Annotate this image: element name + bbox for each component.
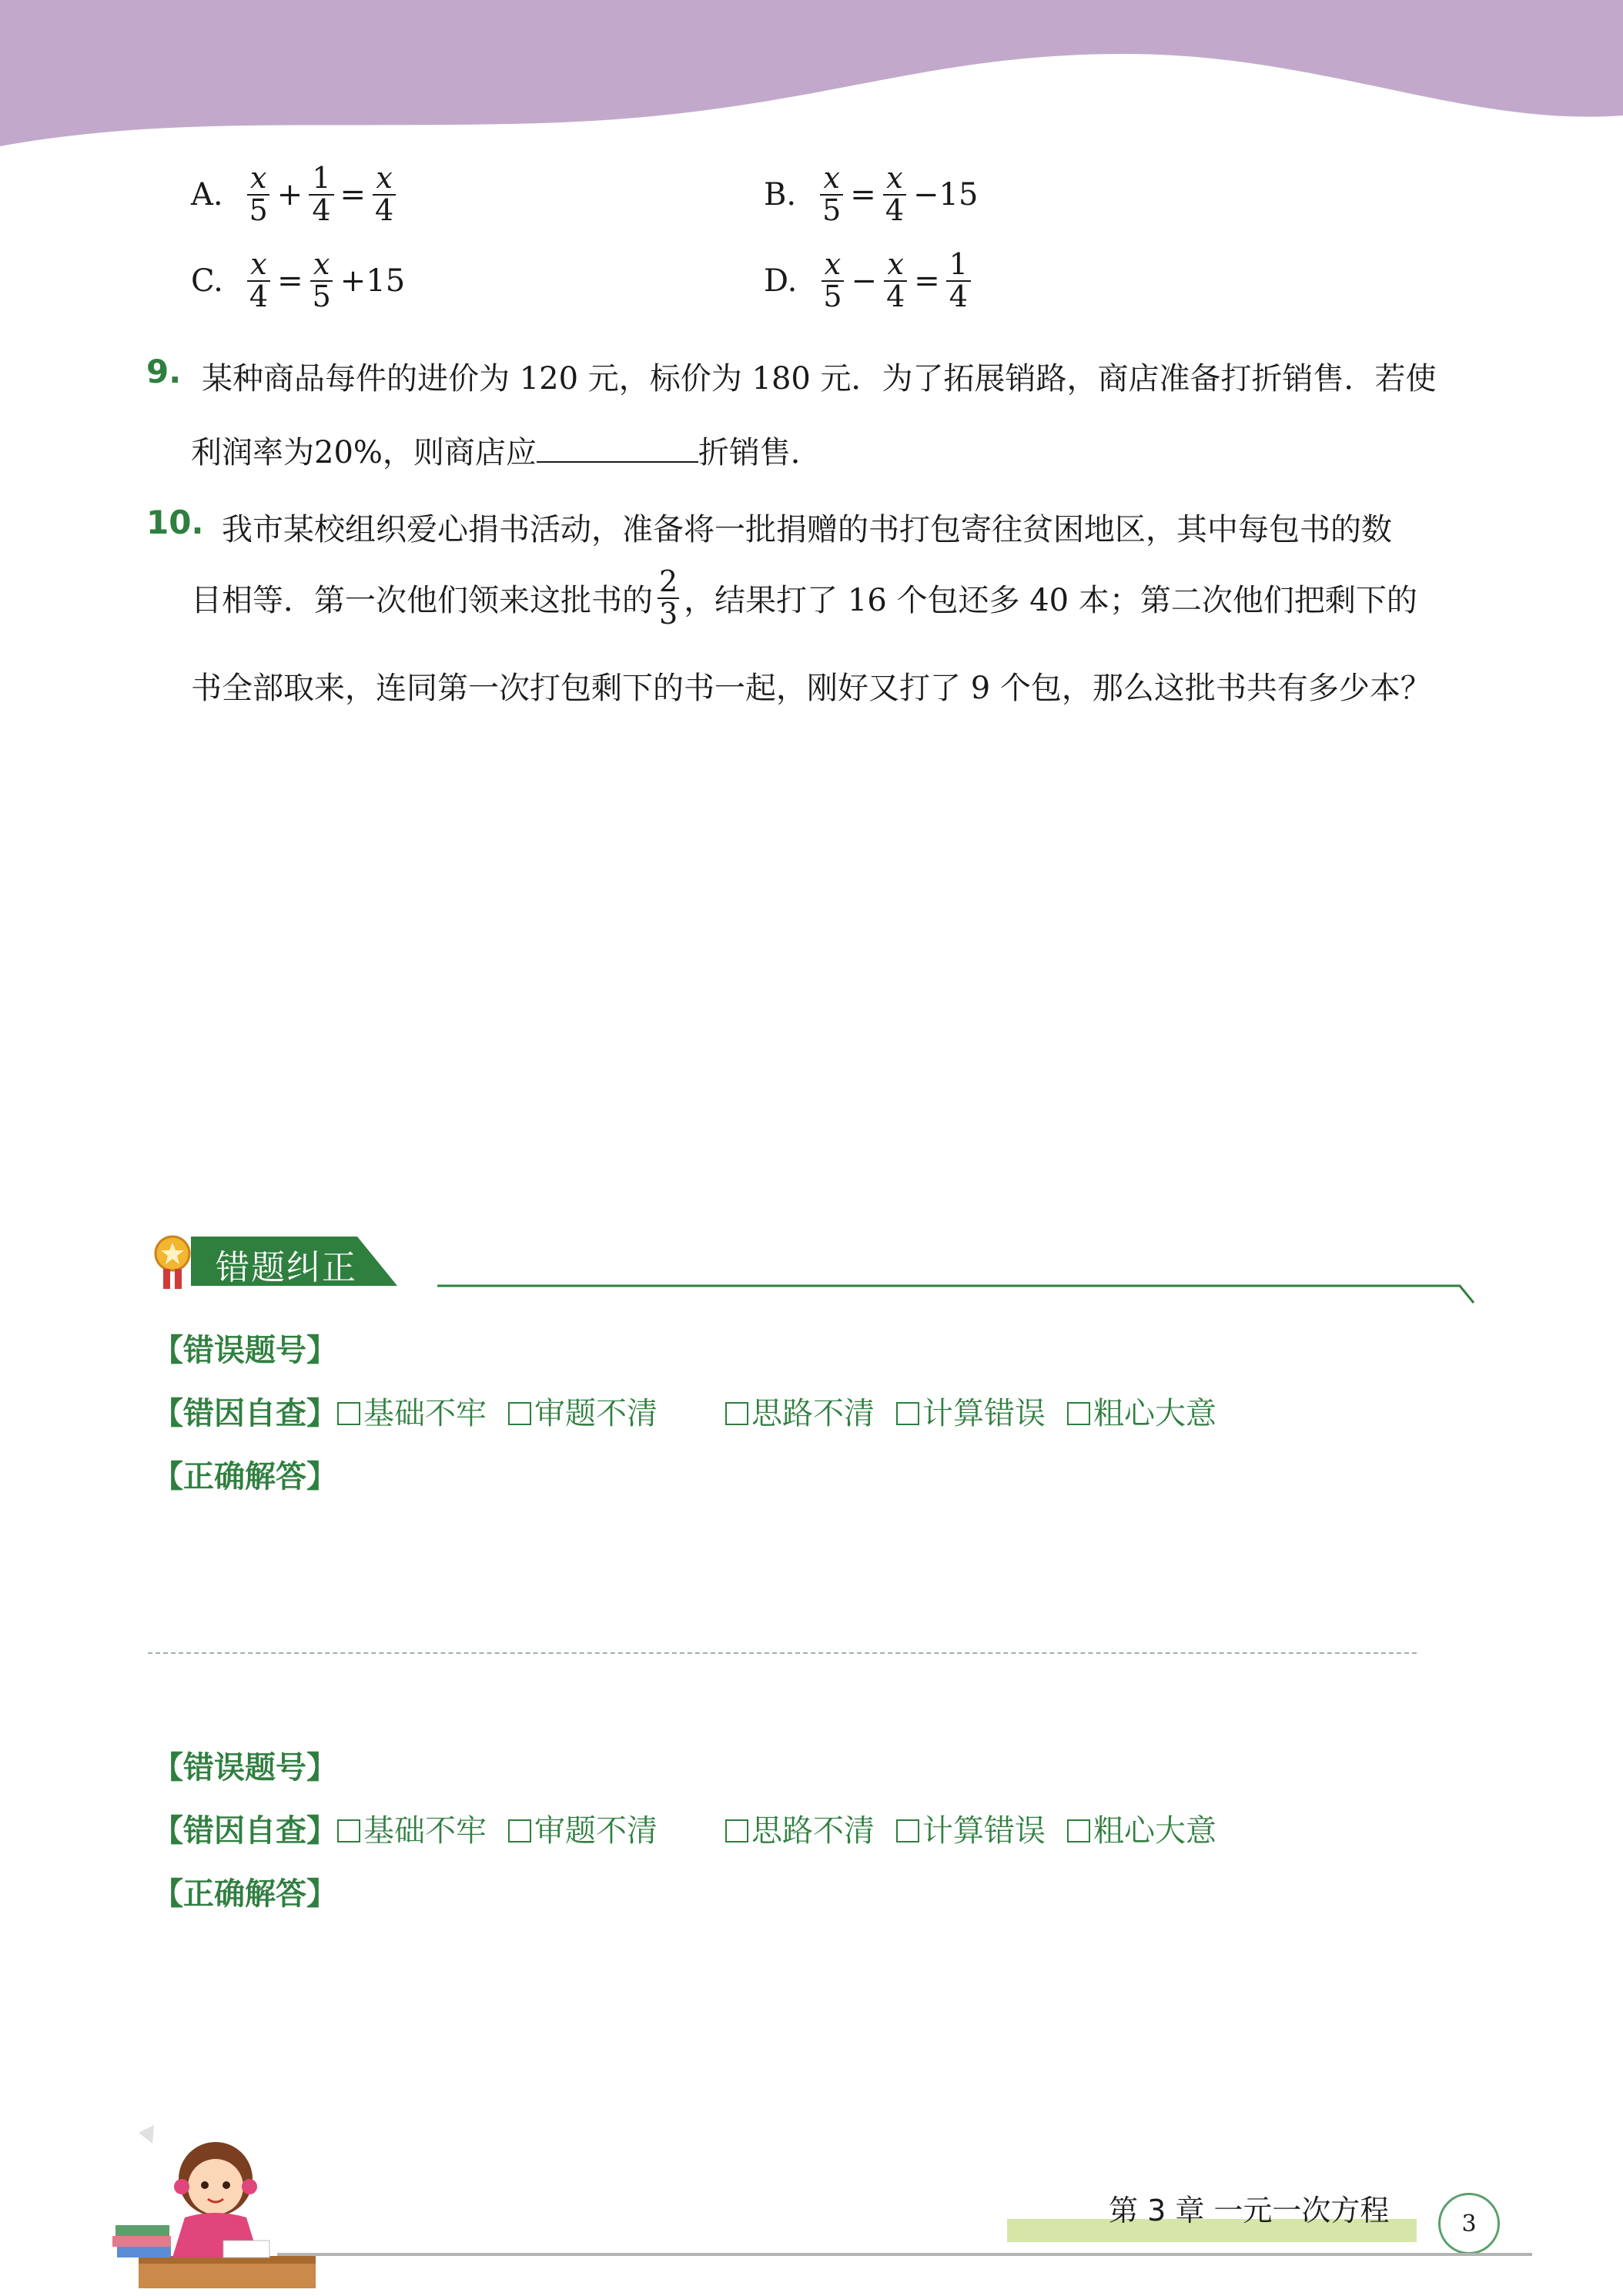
reason-calculation: 计算错误 <box>896 1806 1046 1850</box>
student-girl-illustration <box>108 2110 323 2288</box>
error-cause-row-1: 【错因自查】 基础不牢 审题不清 思路不清 计算错误 粗心大意 <box>152 1389 1238 1433</box>
checkbox[interactable] <box>725 1402 748 1425</box>
answer-blank[interactable] <box>537 435 698 463</box>
question-10-line-2: 目相等．第一次他们领来这批书的 $\frac{2}{3}$ ，结果打了 16 个包还多 40 本；第二次他们把剩下的 <box>191 564 1417 631</box>
section-rule <box>437 1283 1477 1306</box>
option-c: C. $\frac{x}{4}$ = $\frac{x}{5}$ +15 <box>191 247 406 313</box>
wrong-number-label-1: 【错误题号】 <box>152 1333 337 1368</box>
reason-careless: 粗心大意 <box>1067 1389 1216 1433</box>
dashed-separator <box>148 1652 1417 1654</box>
fraction-two-thirds: $\frac{2}{3}$ <box>659 564 678 631</box>
medal-icon <box>156 1237 189 1289</box>
reason-reading: 审题不清 <box>508 1806 658 1850</box>
reason-basics: 基础不牢 <box>337 1806 487 1850</box>
page-number: 3 <box>1438 2193 1500 2254</box>
option-d: D. $\frac{x}{5}$ − $\frac{x}{4}$ = $\frac{1}{4}$ <box>764 249 974 313</box>
correct-answer-label-2: 【正确解答】 <box>152 1876 337 1912</box>
checkbox[interactable] <box>725 1819 748 1842</box>
option-b: B. $\frac{x}{5}$ = $\frac{x}{4}$ −15 <box>764 161 979 227</box>
question-9-number: 9. <box>146 353 182 390</box>
reason-careless: 粗心大意 <box>1067 1806 1216 1850</box>
checkbox[interactable] <box>896 1819 919 1842</box>
chapter-title: 第 3 章 一元一次方程 <box>1109 2194 1390 2227</box>
header-wave-banner <box>0 0 1623 154</box>
checkbox[interactable] <box>337 1819 360 1842</box>
checkbox[interactable] <box>508 1402 531 1425</box>
option-a: A. $\frac{x}{5}$ + $\frac{1}{4}$ = $\frac{x}{4}$ <box>191 163 400 226</box>
reason-thinking: 思路不清 <box>725 1389 875 1433</box>
reason-basics: 基础不牢 <box>337 1389 487 1433</box>
correct-answer-label-1: 【正确解答】 <box>152 1459 337 1494</box>
error-cause-row-2: 【错因自查】 基础不牢 审题不清 思路不清 计算错误 粗心大意 <box>152 1806 1238 1850</box>
checkbox[interactable] <box>896 1402 919 1425</box>
question-9-line-2: 利润率为20%，则商店应 折销售． <box>191 435 822 470</box>
question-9-line-1: 某种商品每件的进价为 120 元，标价为 180 元．为了拓展销路，商店准备打折销售．若使 <box>202 361 1437 397</box>
checkbox[interactable] <box>1067 1819 1090 1842</box>
question-10-line-3: 书全部取来，连同第一次打包剩下的书一起，刚好又打了 9 个包，那么这批书共有多少本？ <box>191 671 1431 706</box>
reason-reading: 审题不清 <box>508 1389 658 1433</box>
wrong-number-label-2: 【错误题号】 <box>152 1750 337 1786</box>
checkbox[interactable] <box>508 1819 531 1842</box>
checkbox[interactable] <box>1067 1402 1090 1425</box>
question-10-line-1: 我市某校组织爱心捐书活动，准备将一批捐赠的书打包寄往贫困地区，其中每包书的数 <box>222 512 1392 547</box>
reason-calculation: 计算错误 <box>896 1389 1046 1433</box>
footer-rule <box>277 2253 1532 2256</box>
question-10-number: 10. <box>146 504 204 541</box>
reason-thinking: 思路不清 <box>725 1806 875 1850</box>
checkbox[interactable] <box>337 1402 360 1425</box>
section-title: 错题纠正 <box>216 1248 357 1287</box>
